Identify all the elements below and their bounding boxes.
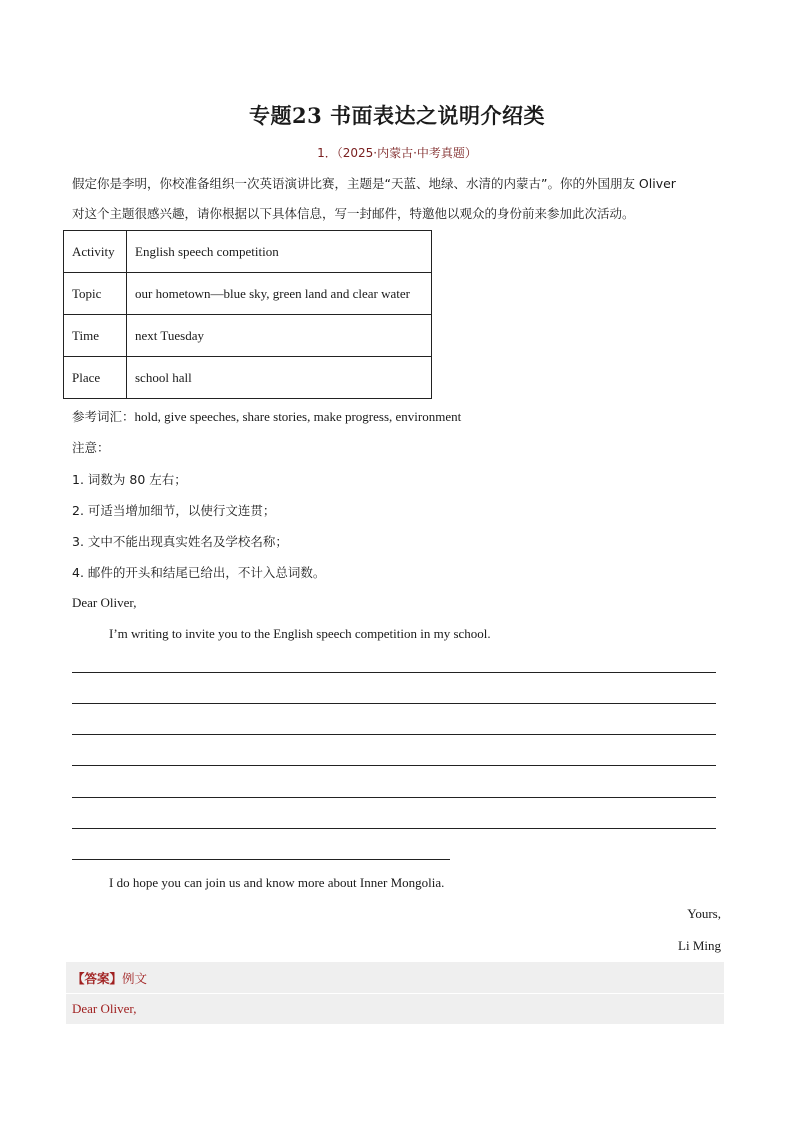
table-value: school hall: [127, 357, 432, 399]
letter-opening: I’m writing to invite you to the English speech competition in my school.: [109, 626, 491, 641]
vocab-words: hold, give speeches, share stories, make progress, environment: [134, 409, 462, 424]
writing-line[interactable]: [72, 828, 716, 829]
note-item: 2. 可适当增加细节，以使行文连贯；: [72, 503, 276, 518]
answer-divider: [66, 993, 724, 994]
prompt-line-1: 假定你是李明，你校准备组织一次英语演讲比赛，主题是“天蓝、地绿、水清的内蒙古”。你的外国朋友 Oliver: [72, 176, 676, 191]
letter-signature: Li Ming: [678, 938, 721, 953]
table-value: our hometown—blue sky, green land and clear water: [127, 273, 432, 315]
table-row: [64, 357, 432, 399]
writing-line[interactable]: [72, 703, 716, 704]
table-key: Activity: [64, 231, 127, 273]
note-item: 1. 词数为 80 左右；: [72, 472, 187, 487]
vocab-line: [72, 407, 461, 425]
answer-label: 【答案】: [72, 971, 123, 986]
page-title: 专题23 书面表达之说明介绍类: [248, 103, 546, 128]
table-row: [64, 231, 432, 273]
note-item: 3. 文中不能出现真实姓名及学校名称；: [72, 534, 288, 549]
table-value: English speech competition: [127, 231, 432, 273]
table-key: Time: [64, 315, 127, 357]
note-item: 4. 邮件的开头和结尾已给出，不计入总词数。: [72, 565, 326, 580]
info-table: [63, 230, 432, 399]
answer-block: [66, 962, 724, 1024]
table-row: [64, 273, 432, 315]
letter-greeting: Dear Oliver,: [72, 595, 137, 610]
answer-heading: [72, 969, 147, 987]
prompt-paragraph: [72, 169, 732, 229]
question-source: 1．（2025·内蒙古·中考真题）: [317, 146, 477, 160]
letter-signoff: Yours,: [687, 906, 721, 921]
prompt-line-2: 对这个主题很感兴趣，请你根据以下具体信息，写一封邮件，特邀他以观众的身份前来参加此次活动。: [72, 206, 635, 221]
writing-line[interactable]: [72, 672, 716, 673]
writing-line[interactable]: [72, 859, 450, 860]
writing-line[interactable]: [72, 797, 716, 798]
table-key: Place: [64, 357, 127, 399]
notes-heading: 注意：: [72, 440, 110, 455]
writing-line[interactable]: [72, 765, 716, 766]
table-key: Topic: [64, 273, 127, 315]
letter-closing: I do hope you can join us and know more about Inner Mongolia.: [109, 875, 445, 890]
answer-label-suffix: 例文: [122, 971, 148, 986]
writing-line[interactable]: [72, 734, 716, 735]
vocab-label: 参考词汇：: [72, 409, 135, 424]
answer-greeting: Dear Oliver,: [72, 1001, 137, 1016]
table-value: next Tuesday: [127, 315, 432, 357]
table-row: [64, 315, 432, 357]
